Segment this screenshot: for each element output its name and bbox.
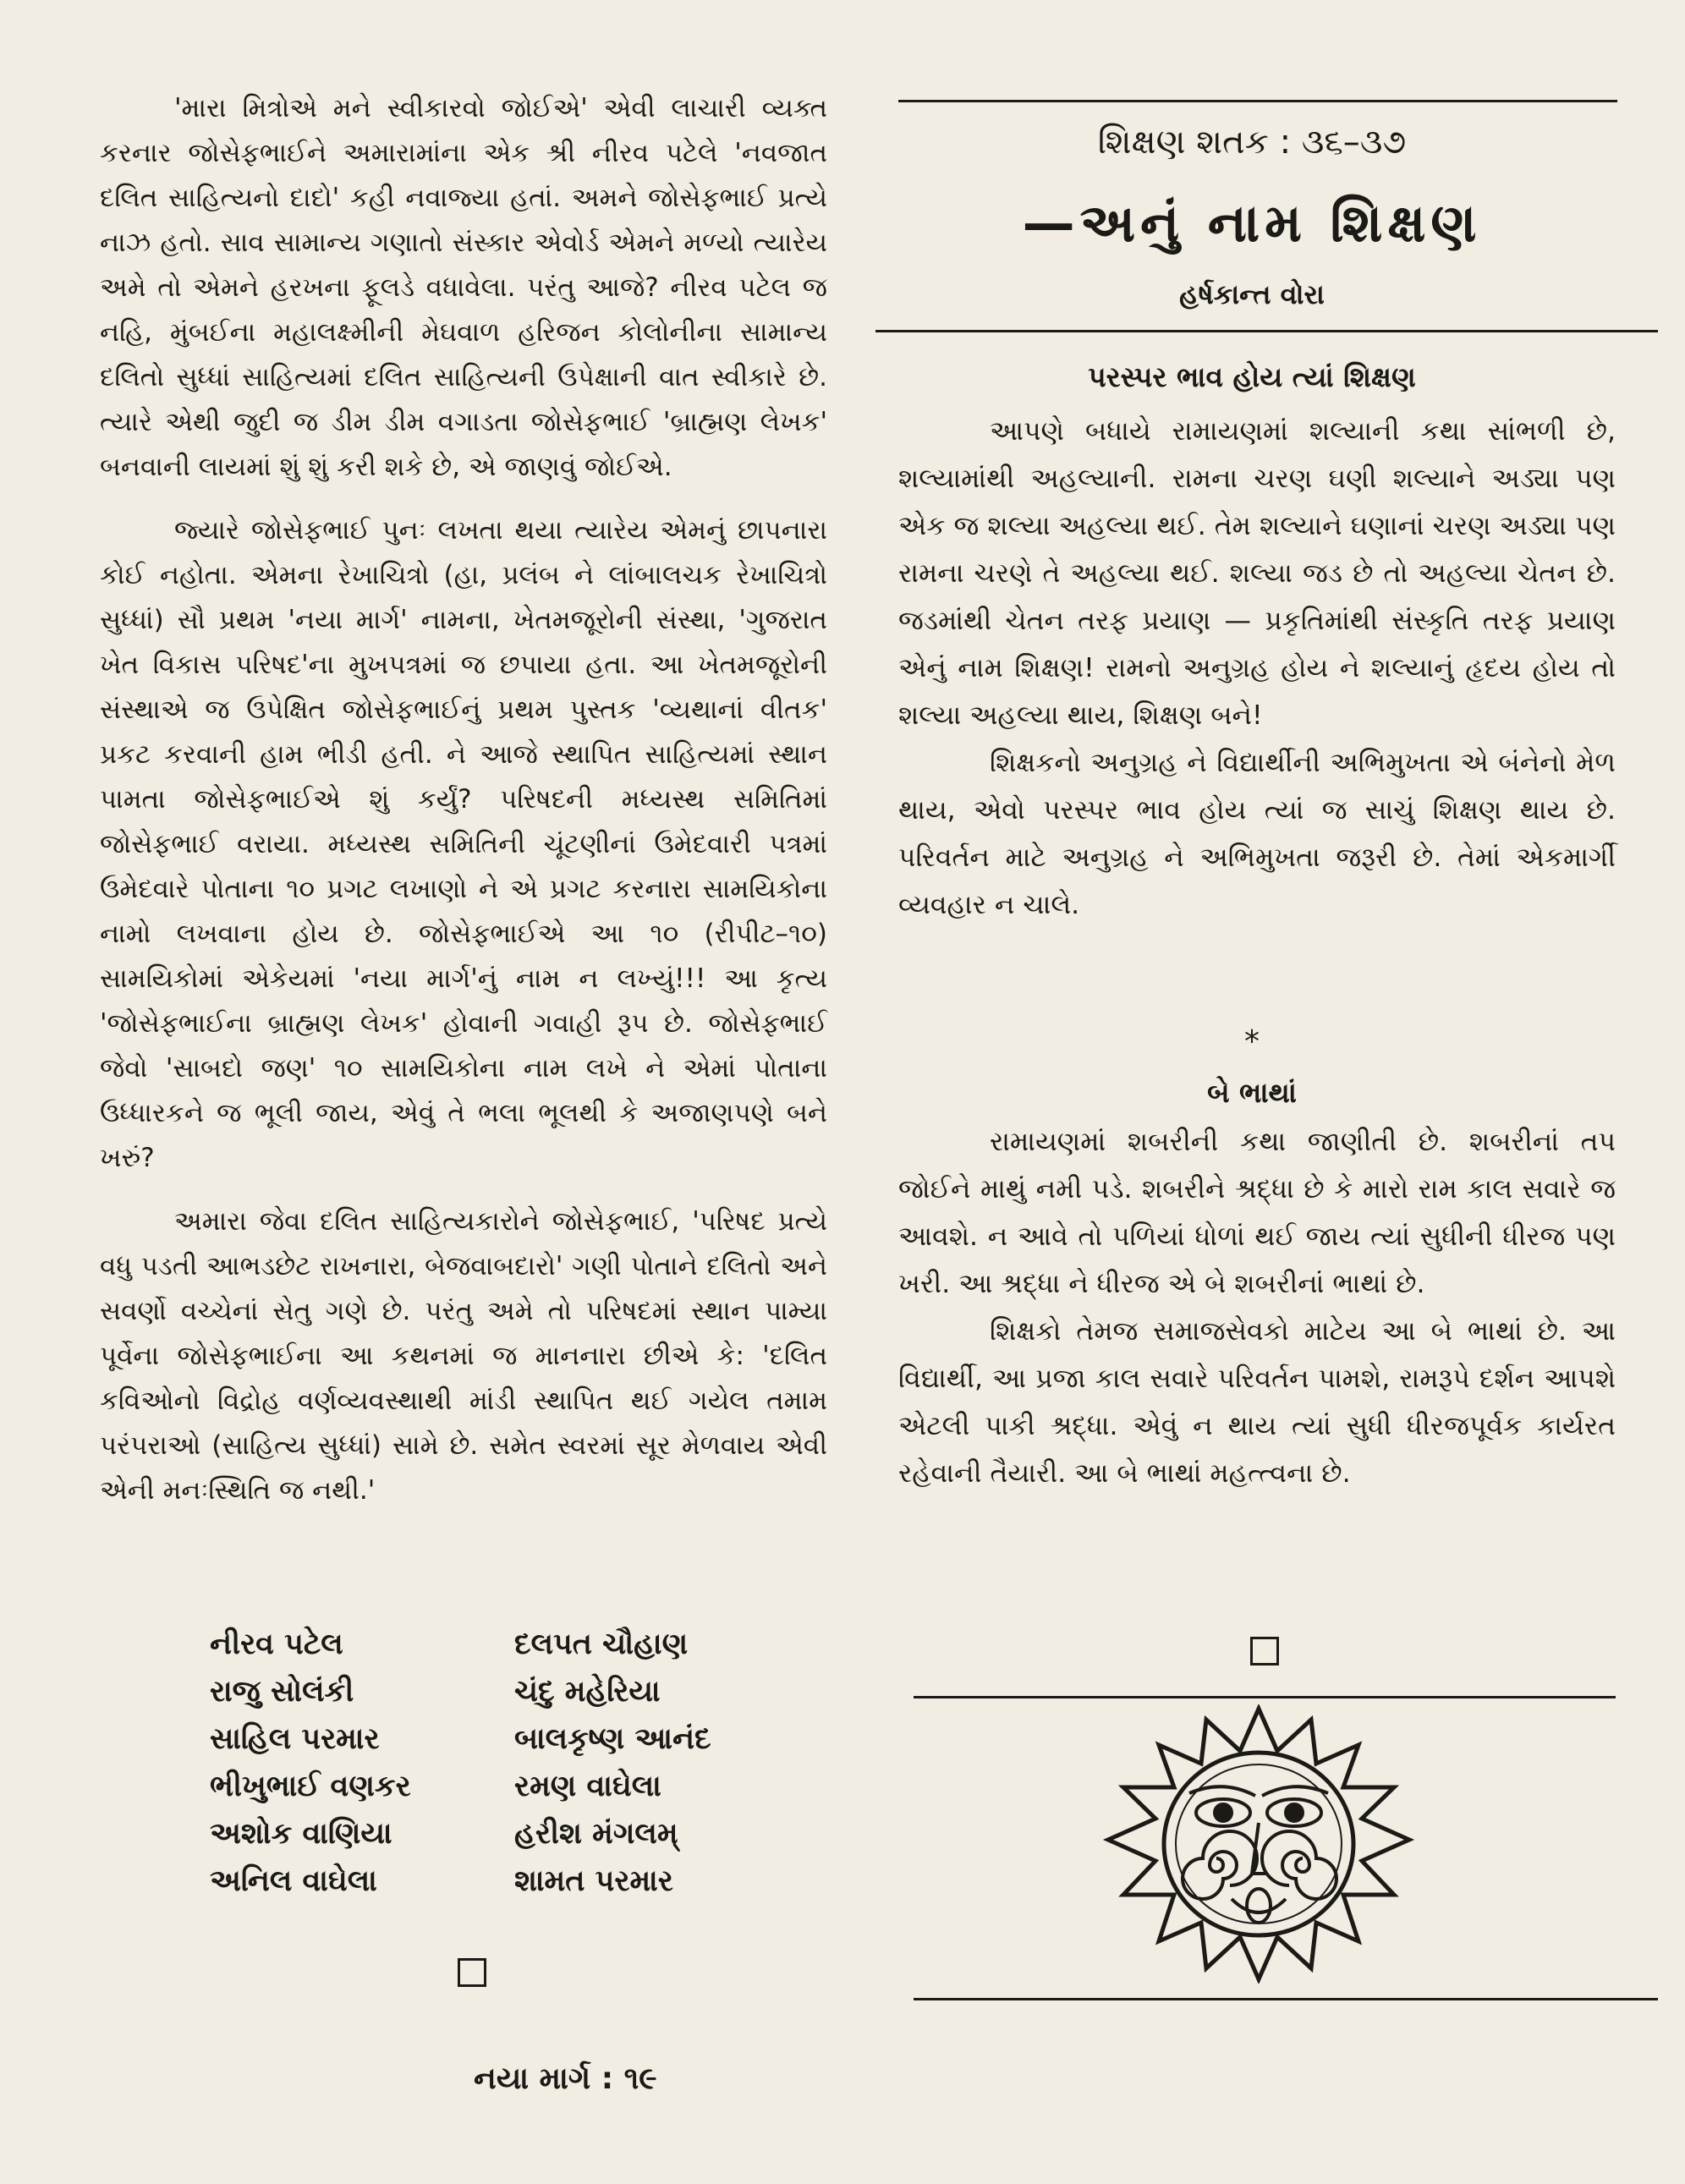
end-mark-box bbox=[1250, 1637, 1279, 1665]
signatory-name: અશોક વાણિયા bbox=[210, 1817, 392, 1851]
paragraph: જ્યારે જોસેફભાઈ પુનઃ લખતા થયા ત્યારેય એમનું છાપનારા કોઈ નહોતા. એમના રેખાચિત્રો (હા, પ્રલંબ ને લાંબાલચક રેખાચિત્રો સુધ્ધાં) સૌ પ્રથમ 'નયા માર્ગ' નામના, ખેતમજૂરોની સંસ્થા, 'ગુજરાત ખેત વિકાસ પરિષદ'ના મુખપત્રમાં જ છપાયા હતા. આ ખેતમજૂરોની સંસ્થાએ જ ઉપેક્ષિત જોસેફભાઈનું પ્રથમ પુસ્તક 'વ્યથાનાં વીતક' પ્રકટ કરવાની હામ ભીડી હતી. ને આજે સ્થાપિત સાહિત્યમાં સ્થાન પામતા જોસેફભાઈએ શું કર્યું? પરિષદની મધ્યસ્થ સમિતિમાં જોસેફભાઈ વરાયા. મધ્યસ્થ સમિતિની ચૂંટણીનાં ઉમેદવારી પત્રમાં ઉમેદવારે પોતાના ૧૦ પ્રગટ લખાણો ને એ પ્રગટ કરનારા સામયિકોના નામો લખવાના હોય છે. જોસેફભાઈએ આ ૧૦ (રીપીટ–૧૦) સામયિકોમાં એકેયમાં 'નયા માર્ગ'નું નામ ન લખ્યું!!! આ કૃત્ય 'જોસેફભાઈના બ્રાહ્મણ લેખક' હોવાની ગવાહી રૂપ છે. જોસેફભાઈ જેવો 'સાબદો જણ' ૧૦ સામયિકોના નામ લખે ને એમાં પોતાના ઉધ્ધારકને જ ભૂલી જાય, એવું તે ભલા ભૂલથી કે અજાણપણે બને ખરું? bbox=[100, 515, 827, 1173]
signatory-name: બાલકૃષ્ણ આનંદ bbox=[514, 1722, 711, 1756]
article-title: —અનું નામ શિક્ષણ bbox=[1022, 192, 1482, 254]
signatory-name: સાહિલ પરમાર bbox=[210, 1722, 380, 1756]
signatory-name: હરીશ મંગલમ્ bbox=[514, 1817, 678, 1851]
signatory-name: દલપત ચૌહાણ bbox=[514, 1627, 689, 1661]
end-mark-box bbox=[458, 1958, 486, 1987]
signatory-name: રાજુ સોલંકી bbox=[210, 1675, 354, 1709]
paragraph: રામાયણમાં શબરીની કથા જાણીતી છે. શબરીનાં તપ જોઈને માથું નમી પડે. શબરીને શ્રદ્ધા છે કે મારો રામ કાલ સવારે જ આવશે. ન આવે તો પળિયાં ધોળાં થઈ જાય ત્યાં સુધીની ધીરજ પણ ખરી. આ શ્રદ્ધા ને ધીરજ એ બે શબરીનાં ભાથાં છે. bbox=[898, 1127, 1616, 1299]
section-body bbox=[898, 408, 1616, 929]
sun-face-illustration bbox=[1089, 1704, 1428, 1984]
paragraph: શિક્ષકનો અનુગ્રહ ને વિદ્યાર્થીની અભિમુખતા એ બંનેનો મેળ થાય, એવો પરસ્પર ભાવ હોય ત્યાં જ સાચું શિક્ષણ થાય છે. પરિવર્તન માટે અનુગ્રહ ને અભિમુખતા જરૂરી છે. તેમાં એકમાર્ગી વ્યવહાર ન ચાલે. bbox=[898, 748, 1616, 920]
paragraph: આપણે બધાયે રામાયણમાં શલ્યાની કથા સાંભળી છે, શલ્યામાંથી અહલ્યાની. રામના ચરણ ઘણી શલ્યાને અડ્યા પણ એક જ શલ્યા અહલ્યા થઈ. તેમ શલ્યાને ઘણાનાં ચરણ અડ્યા પણ રામના ચરણે તે અહલ્યા થઈ. શલ્યા જડ છે તો અહલ્યા ચેતન છે. જડમાંથી ચેતન તરફ પ્રયાણ — પ્રકૃતિમાંથી સંસ્કૃતિ તરફ પ્રયાણ એનું નામ શિક્ષણ! રામનો અનુગ્રહ હોય ને શલ્યાનું હૃદય હોય તો શલ્યા અહલ્યા થાય, શિક્ષણ બને! bbox=[898, 416, 1616, 731]
page-footer: નયા માર્ગ : ૧૯ bbox=[474, 2061, 657, 2096]
signatory-name: ભીખુભાઈ વણકર bbox=[210, 1770, 411, 1803]
signatory-names bbox=[210, 1622, 819, 1903]
top-rule bbox=[898, 100, 1617, 102]
signatory-name: ચંદુ મહેરિયા bbox=[514, 1675, 661, 1709]
series-label: શિક્ષણ શતક : ૩૬–૩૭ bbox=[1097, 123, 1407, 162]
asterisk-divider: * bbox=[1244, 1024, 1260, 1059]
section-body bbox=[898, 1118, 1616, 1497]
article-author: હર્ષકાન્ત વોરા bbox=[1179, 278, 1325, 310]
section-heading: પરસ્પર ભાવ હોય ત્યાં શિક્ષણ bbox=[1088, 360, 1416, 393]
left-column-text bbox=[100, 86, 827, 1532]
paragraph: અમારા જેવા દલિત સાહિત્યકારોને જોસેફભાઈ, 'પરિષદ પ્રત્યે વધુ પડતી આભડછેટ રાખનારા, બેજવાબદારો' ગણી પોતાને દલિતો અને સવર્ણો વચ્ચેનાં સેતુ ગણે છે. પરંતુ અમે તો પરિષદમાં સ્થાન પામ્યા પૂર્વેના જોસેફભાઈના આ કથનમાં જ માનનારા છીએ કે: 'દલિત કવિઓનો વિદ્રોહ વર્ણવ્યવસ્થાથી માંડી સ્થાપિત થઈ ગયેલ તમામ પરંપરાઓ (સાહિત્ય સુધ્ધાં) સામે છે. સમેત સ્વરમાં સૂર મેળવાય એવી એની મનઃસ્થિતિ જ નથી.' bbox=[100, 1206, 827, 1506]
paragraph: શિક્ષકો તેમજ સમાજસેવકો માટેય આ બે ભાથાં છે. આ વિદ્યાર્થી, આ પ્રજા કાલ સવારે પરિવર્તન પામશે, રામરૂપે દર્શન આપશે એટલી પાકી શ્રદ્ધા. એવું ન થાય ત્યાં સુધી ધીરજપૂર્વક કાર્યરત રહેવાની તૈયારી. આ બે ભાથાં મહત્ત્વના છે. bbox=[898, 1316, 1616, 1489]
signatory-name: અનિલ વાઘેલા bbox=[210, 1864, 377, 1898]
bottom-rule bbox=[914, 1998, 1658, 2000]
paragraph: 'મારા મિત્રોએ મને સ્વીકારવો જોઈએ' એવી લાચારી વ્યક્ત કરનાર જોસેફભાઈને અમારામાંના એક શ્રી નીરવ પટેલે 'નવજાત દલિત સાહિત્યનો દાદો' કહી નવાજ્યા હતાં. અમને જોસેફભાઈ પ્રત્યે નાઝ હતો. સાવ સામાન્ય ગણાતો સંસ્કાર એવોર્ડ એમને મળ્યો ત્યારેય અમે તો એમને હરખના ફૂલડે વધાવેલા. પરંતુ આજે? નીરવ પટેલ જ નહિ, મુંબઈના મહાલક્ષ્મીની મેઘવાળ હરિજન કોલોનીના સામાન્ય દલિતો સુધ્ધાં સાહિત્યમાં દલિત સાહિત્યની ઉપેક્ષાની વાત સ્વીકારે છે. ત્યારે એથી જુદી જ ડીમ ડીમ વગાડતા જોસેફભાઈ 'બ્રાહ્મણ લેખક' બનવાની લાયમાં શું શું કરી શકે છે, એ જાણવું જોઈએ. bbox=[100, 93, 827, 482]
signatory-name: શામત પરમાર bbox=[514, 1864, 673, 1898]
signatory-name: રમણ વાઘેલા bbox=[514, 1770, 661, 1803]
header-rule bbox=[875, 330, 1658, 332]
section-heading: બે ભાથાં bbox=[1207, 1076, 1297, 1109]
signatory-name: નીરવ પટેલ bbox=[210, 1627, 343, 1661]
section-rule bbox=[914, 1696, 1616, 1698]
